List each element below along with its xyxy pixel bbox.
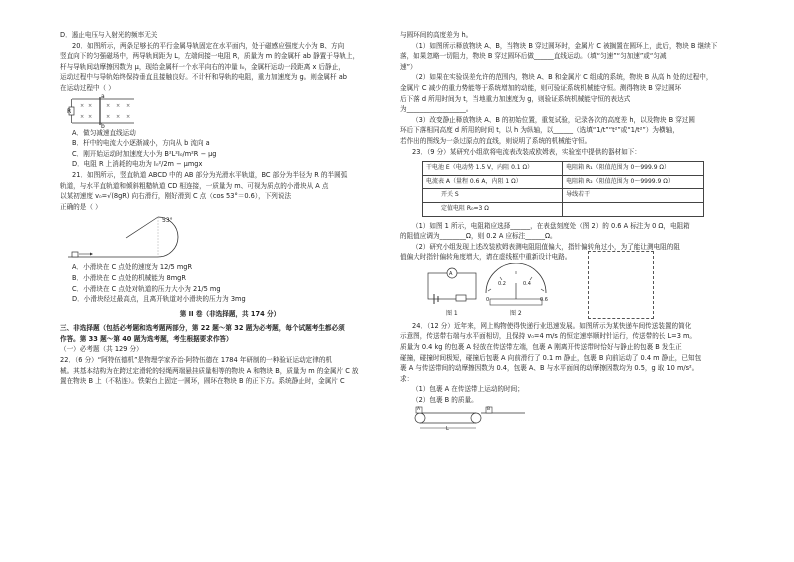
package-b-label: B (487, 406, 491, 412)
table-cell: 干电池 E（电动势 1.5 V，内阻 0.1 Ω） (423, 162, 563, 176)
table-row (423, 189, 704, 203)
text-line: 24．（12 分）近年来，网上购物使得快递行业迅速发展。如图所示为某快递车间传送装置的简化 (412, 321, 692, 330)
package-a-label: A (417, 406, 421, 412)
text-line: 落，如果忽略一切阻力，物块 B 穿过圆环后做______直线运动。（填“匀速”“匀加速”或“匀减 (400, 52, 667, 61)
meter-mark: 0.2 (498, 280, 506, 287)
text-line: 值偏大时指针偏转角度增大，请在虚线框中重新设计电路。 (400, 253, 572, 262)
magnetic-field-figure (67, 92, 400, 130)
svg-text:×: × (106, 102, 111, 109)
text-line: 轨道，与水平直轨道和倾斜粗糙轨道 CD 相连接，一质量为 m、可视为质点的小滑块从 A 点 (60, 181, 329, 190)
text-line: 碰撞，碰撞时间极短，碰撞后包裹 A 向前滑行了 0.1 m 静止，包裹 B 向前运动了 0.4 m 静止，已知包 (400, 353, 702, 362)
text-line: 求： (400, 374, 414, 383)
figure-1-caption: 图 1 (446, 309, 458, 317)
text-line: 置在物块 B 上（不粘连）。铁架台上固定一圆环，圆环在物块 B 的正下方。系统静止时，金属片 C (60, 377, 345, 386)
resistor-box-icon (456, 295, 466, 301)
text-line: 在运动过程中（ ） (60, 83, 115, 92)
text-line: （2）如果在实验误差允许的范围内，物块 A、B 和金属片 C 组成的系统，物块 B 从高 h 处的过程中， (412, 73, 713, 82)
equipment-table (422, 161, 704, 216)
text-line: （1）如图 1 所示，电阻箱应选择______，在表盘刻度处（图 2）的 0.6 A 标注为 0 Ω，电阻箱 (412, 221, 690, 230)
svg-text:×: × (80, 113, 85, 120)
circuit-diagram (420, 263, 560, 321)
incline-track (126, 217, 158, 238)
text-line: 运动过程中与导轨始终保持垂直且接触良好。不计杆和导轨的电阻，重力加速度为 g。则金属杆 ab (60, 73, 347, 82)
svg-text:×: × (126, 102, 131, 109)
text-line: 的阻值应调为________Ω，则 0.2 A 应标注______Ω。 (400, 232, 557, 241)
table-cell: 电阻箱 R₂（阻值范围为 0～9999.9 Ω） (563, 175, 704, 189)
section-heading: 三、非选择题（包括必考题和选考题两部分，第 22 题～第 32 题为必考题，每个试题考生都必须 (60, 324, 345, 333)
table-cell (563, 202, 704, 216)
option-c: C．刚开始运动时加速度大小为 B²L²I₀/m²R − μg (72, 149, 217, 158)
table-row (423, 202, 704, 216)
text-line: （一）必考题（共 129 分） (60, 345, 143, 354)
track-diagram (66, 212, 196, 262)
text-line: 环后下落相同高度 d 所用的时间 t，以 h 为纵轴，以______（选填“1/t”“t²”或“1/t²”）为横轴， (400, 126, 679, 135)
option-d: D．电阻 R 上消耗的电功为 I₀²/2m − μmgx (72, 160, 203, 169)
meter-mark: 0.4 (523, 280, 531, 287)
table-cell: 电阻箱 R₁（阻值范围为 0～999.9 Ω） (563, 162, 704, 176)
text-line: 与圆环间的高度差为 h。 (400, 31, 473, 39)
svg-text:×: × (126, 113, 131, 120)
table-cell: 定值电阻 R₀=3 Ω (423, 202, 563, 216)
option-d: D．小滑块经过最高点，且离开轨道对小滑块的压力为 3mg (72, 295, 246, 304)
table-cell: 电流表 A（量程 0.6 A，内阻 1 Ω） (423, 175, 563, 189)
option-b: B．杆中的电流大小逐渐减小，方向从 b 流向 a (72, 139, 210, 148)
svg-text:×: × (106, 113, 111, 120)
right-column (400, 30, 740, 432)
text-line: 23．（9 分）某研究小组欲将电流表改装成欧姆表，实验室中提供的器材如下： (412, 147, 641, 156)
sub-question: （2）包裹 B 的质量。 (412, 396, 478, 405)
text-line: 速”） (400, 62, 417, 71)
section-heading: 作答。第 33 题～第 40 题为选考题，考生根据要求作答） (60, 334, 233, 343)
meter-mark: 0.6 (540, 296, 548, 303)
text-line: 22．（6 分）“阿特伍德机”是物理学家乔治·阿特伍德在 1784 年研制的一种验证运动定律的机 (60, 356, 333, 365)
text-line: 正确的是（ ） (60, 202, 102, 211)
text-line: 质量为 0.4 kg 的包裹 A 轻放在传送带左端，包裹 A 刚离开传送带时恰好与静止的包裹 B 发生正 (400, 343, 682, 352)
conveyor-diagram (410, 406, 530, 432)
length-label: L (446, 425, 449, 432)
text-line: 若作出的图线为一条过原点的直线，则说明了系统的机械能守恒。 (400, 136, 592, 145)
ammeter-label: A (449, 270, 453, 277)
table-cell: 开关 S (423, 189, 563, 203)
text-line: 为__________________。 (400, 105, 473, 114)
text-line: 裹 A 与传送带间的动摩擦因数为 0.4，包裹 A、B 与水平面间的动摩擦因数均为 0.5，g 取 10 m/s²。 (400, 364, 699, 373)
rod-end-a-label: a (101, 92, 105, 100)
pulley-right-icon (471, 413, 481, 423)
table-row (423, 175, 704, 189)
figure-2-caption: 图 2 (510, 309, 522, 317)
option-b: B．小滑块在 C 点处的机械能为 8mgR (72, 273, 186, 282)
text-line: 以某初速度 v₀=√(8gR) 向右滑行，刚好滑到 C 点（cos 53°＝0.6），下列说法 (60, 192, 292, 201)
circuit-figures (420, 263, 740, 321)
slider-block (72, 252, 78, 257)
svg-text:×: × (80, 102, 85, 109)
text-line: 竖直向下的匀强磁场中，两导轨间距为 L，左端间接一电阻 R，质量为 m 的金属杆 ab 静置于导轨上， (60, 52, 360, 61)
text-line: 械。其基本结构为在跨过定滑轮的轻绳两端悬挂质量相等的物块 A 和物块 B，质量为 m 的金属片 C 放 (60, 366, 359, 375)
angle-label: 53° (162, 217, 173, 225)
option-c: C．小滑块在 C 点处对轨道的压力大小为 21/5 mg (72, 284, 221, 293)
answer-dashed-box[interactable] (588, 251, 654, 319)
table-cell: 导线若干 (563, 189, 704, 203)
svg-text:×: × (116, 113, 121, 120)
svg-text:×: × (116, 102, 121, 109)
text-line: 21．如图所示，竖直轨道 ABCD 中的 AB 部分为光滑水平轨道，BC 部分为半径为 R 的半圆弧 (72, 170, 348, 179)
left-column (60, 30, 400, 387)
option-a: A．做匀减速直线运动 (72, 128, 136, 137)
conveyor-figure (410, 406, 740, 432)
text-line: （2）研究小组发现上述改装欧姆表测电阻阻值偏大，指针偏转角过小，为了能让测电阻的阻 (412, 242, 680, 251)
text-line: 20．如图所示，两条足够长的平行金属导轨固定在水平面内，处于磁感应强度大小为 B、方向 (72, 41, 345, 50)
resistor-label: R (67, 107, 72, 115)
table-row (423, 162, 704, 176)
option-a: A．小滑块在 C 点处的速度为 12/5 mgR (72, 263, 193, 272)
svg-text:×: × (88, 113, 93, 120)
meter-mark: 0 (486, 296, 490, 303)
track-figure (66, 212, 400, 262)
part-two-title: 第 II 卷（非选择题，共 174 分） (179, 309, 281, 318)
sub-question: （1）包裹 A 在传送带上运动的时间； (412, 385, 524, 394)
text-line: （3）改变静止释放物块 A、B 的初始位置，重复试验，记录各次的高度差 h，以及物块 B 穿过圆 (412, 115, 695, 124)
text-line: 后下落 d 所用时间为 t，当地重力加速度为 g，则验证系统机械能守恒的表达式 (400, 94, 631, 103)
velocity-arrow-icon (90, 253, 93, 256)
text-line: 杆与导轨间动摩擦因数为 μ，现给金属杆一个水平向右的冲量 I₀，金属杆运动一段距离 x 后静止， (60, 62, 345, 71)
text-line: （1）如图所示释放物块 A、B，当物块 B 穿过圆环时，金属片 C 被搁置在圆环上，此后，物块 B 继续下 (412, 41, 718, 50)
text-line: 金属片 C 减少的重力势能等于系统增加的动能，则可验证系统机械能守恒。测得物块 B 穿过圆环 (400, 83, 682, 92)
rod-end-b-label: b (101, 122, 105, 130)
svg-text:×: × (88, 102, 93, 109)
text-line: D．遏止电压与入射光的频率无关 (60, 31, 158, 39)
text-line: 示意图，传送带右端与水平面相切，且保持 v₀=4 m/s 的恒定速率顺时针运行，传送带的长 L=3 m。 (400, 332, 697, 341)
